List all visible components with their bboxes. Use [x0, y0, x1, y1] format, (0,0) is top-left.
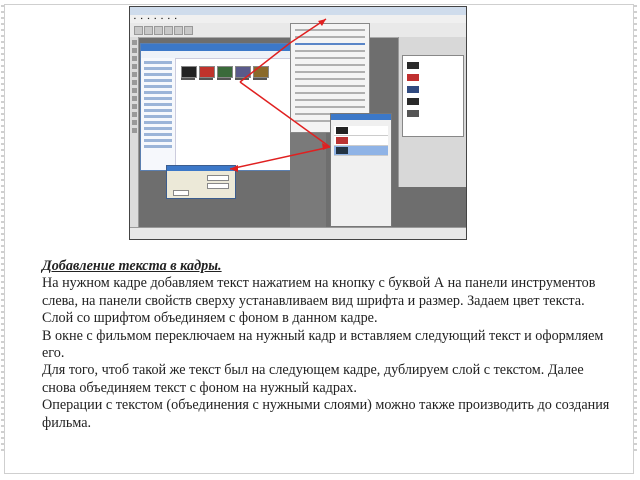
description-text: [42, 258, 612, 432]
editor-screenshot: [129, 6, 467, 240]
slide-left-border: [1, 5, 5, 473]
paragraph: Слой со шрифтом объединяем с фоном в данном кадре.: [42, 310, 378, 327]
menu-bar: ▪ ▪ ▪ ▪ ▪ ▪ ▪: [130, 15, 466, 23]
paragraph: В окне с фильмом переключаем на нужный кадр и вставляем следующий текст и оформляем его.: [42, 327, 604, 362]
paragraph: На нужном кадре добавляем текст нажатием на кнопку с буквой А на панели инструментов слева, на панели свойств сверху устанавливаем вид шрифта и размер. Задаем цвет текста.: [42, 275, 596, 309]
slide-right-border: [633, 5, 637, 473]
section-heading: Добавление текста в кадры.: [42, 258, 222, 274]
paragraph: Операции с текстом (объединения с нужными слоями) можно также производить до создания фильма.: [42, 397, 610, 431]
arrow-annotations: [130, 7, 466, 239]
paragraph: Для того, чтоб такой же текст был на следующем кадре, дублируем слой с текстом. Далее снова объединяем текст с фоном на нужный кадрах.: [42, 362, 584, 396]
